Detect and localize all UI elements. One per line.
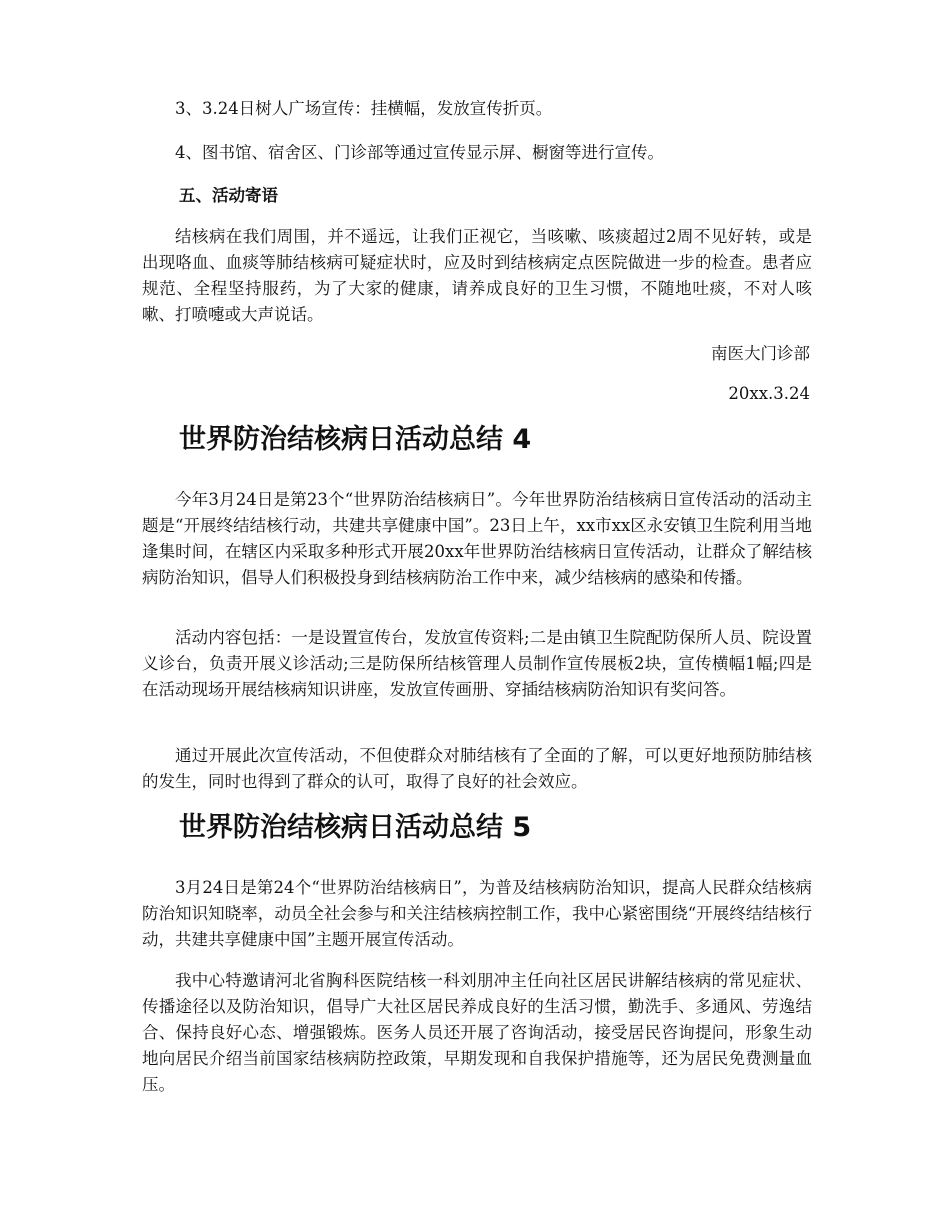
list-item-3: 3、3.24日树人广场宣传：挂横幅，发放宣传折页。	[175, 99, 553, 118]
signature: 南医大门诊部	[711, 344, 810, 363]
section-5-title: 世界防治结核病日活动总结 5	[179, 812, 532, 843]
section-4-paragraph-2: 活动内容包括：一是设置宣传台，发放宣传资料;二是由镇卫生院配防保所人员、院设置义诊台，负责开展义诊活动;三是防保所结核管理人员制作宣传展板2块，宣传横幅1幅;四是在活动现场开展结核病知识讲座，发放宣传画册、穿插结核病防治知识有奖问答。	[142, 628, 812, 699]
section-4-paragraph-3: 通过开展此次宣传活动，不但使群众对肺结核有了全面的了解，可以更好地预防肺结核的发生，同时也得到了群众的认可，取得了良好的社会效应。	[142, 746, 812, 791]
section-heading-message: 五、活动寄语	[179, 186, 278, 205]
section-5-paragraph-1: 3月24日是第24个“世界防治结核病日”，为普及结核病防治知识，提高人民群众结核病防治知识知晓率，动员全社会参与和关注结核病控制工作，我中心紧密围绕“开展终结结核行动，共建共享健康中国”主题开展宣传活动。	[142, 878, 812, 949]
signature-date: 20xx.3.24	[728, 384, 810, 403]
message-paragraph: 结核病在我们周围，并不遥远，让我们正视它，当咳嗽、咳痰超过2周不见好转，或是出现咯血、血痰等肺结核病可疑症状时，应及时到结核病定点医院做进一步的检查。患者应规范、全程坚持服药，为了大家的健康，请养成良好的卫生习惯，不随地吐痰，不对人咳嗽、打喷嚏或大声说话。	[142, 227, 812, 324]
section-4-title: 世界防治结核病日活动总结 4	[179, 424, 532, 455]
section-4-paragraph-1: 今年3月24日是第23个“世界防治结核病日”。今年世界防治结核病日宣传活动的活动主题是“开展终结结核行动，共建共享健康中国”。23日上午，xx市xx区永安镇卫生院利用当地逢集时间，在辖区内采取多种形式开展20xx年世界防治结核病日宣传活动，让群众了解结核病防治知识，倡导人们积极投身到结核病防治工作中来，减少结核病的感染和传播。	[142, 490, 812, 587]
section-5-paragraph-2: 我中心特邀请河北省胸科医院结核一科刘朋冲主任向社区居民讲解结核病的常见症状、传播途径以及防治知识，倡导广大社区居民养成良好的生活习惯，勤洗手、多通风、劳逸结合、保持良好心态、增强锻炼。医务人员还开展了咨询活动，接受居民咨询提问，形象生动地向居民介绍当前国家结核病防控政策，早期发现和自我保护措施等，还为居民免费测量血压。	[142, 971, 812, 1094]
list-item-4: 4、图书馆、宿舍区、门诊部等通过宣传显示屏、橱窗等进行宣传。	[175, 143, 664, 162]
